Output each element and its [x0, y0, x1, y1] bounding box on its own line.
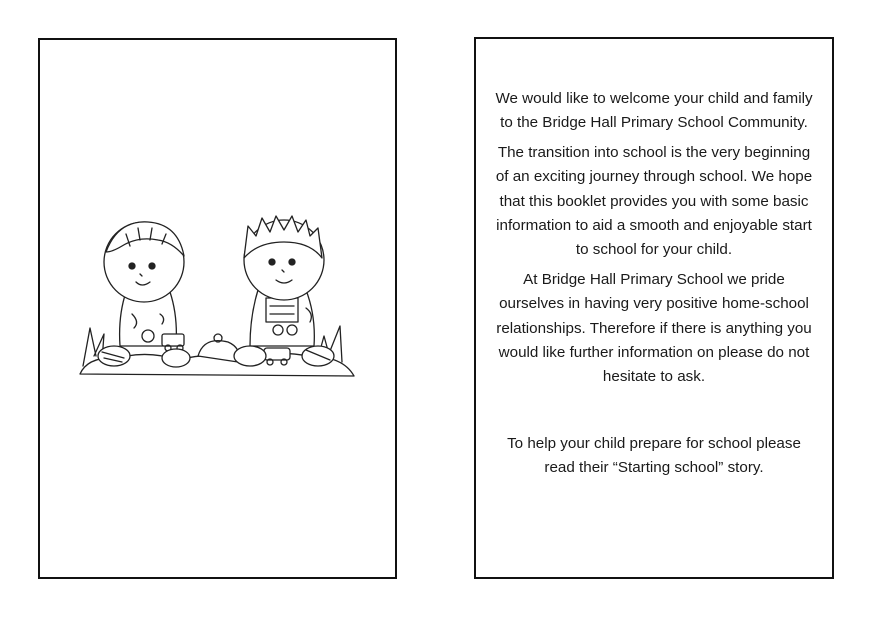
- closing-paragraph: To help your child prepare for school please read their “Starting school” story.: [507, 434, 801, 477]
- welcome-paragraph: We would like to welcome your child and family to the Bridge Hall Primary School Community.: [495, 90, 813, 132]
- relationships-paragraph: At Bridge Hall Primary School we pride ourselves in having very positive home-school relationships. Therefore if there is anything you would like further information on please do not hesitate to ask.: [496, 270, 812, 386]
- right-booklet-page: [474, 37, 834, 579]
- children-playing-illustration: [78, 206, 358, 386]
- left-booklet-page: [38, 38, 397, 579]
- welcome-text: [490, 87, 818, 486]
- transition-paragraph: The transition into school is the very beginning of an exciting journey through school. We hope that this booklet provides you with some basic information to aid a smooth and enjoyable start to school for your child.: [495, 143, 813, 259]
